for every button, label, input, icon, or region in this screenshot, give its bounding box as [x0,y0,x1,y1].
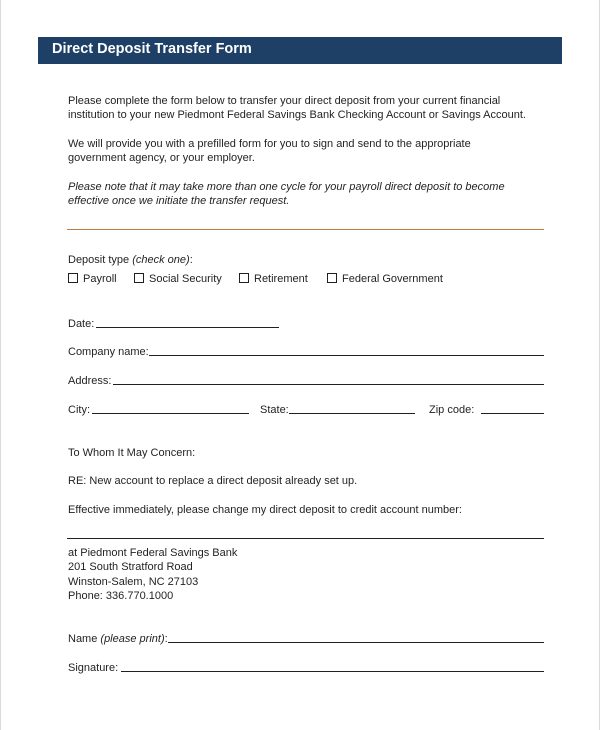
page-border-left [0,0,1,730]
company-label: Company name: [68,346,149,358]
state-field[interactable] [289,413,415,414]
signature-label: Signature: [68,662,119,674]
option-retirement-label: Retirement [254,273,308,285]
date-field[interactable] [96,327,279,328]
name-label-text: Name [68,633,98,645]
title-bar [38,37,562,64]
name-label-colon: : [164,633,168,645]
bank-phone: Phone: 336.770.1000 [68,590,174,602]
zip-label: Zip code: [429,404,475,416]
option-payroll-label: Payroll [83,273,117,285]
note-line-1: Please note that it may take more than one cycle for your payroll direct deposit to become [68,181,505,193]
company-name-field[interactable] [149,355,544,356]
name-field[interactable] [168,642,544,643]
intro-line-3: We will provide you with a prefilled form for you to sign and send to the appropriate [68,138,471,150]
note-line-2: effective once we initiate the transfer request. [68,195,290,207]
date-label: Date: [68,318,95,330]
checkbox-federal-government[interactable] [327,273,337,283]
deposit-type-colon: : [189,254,193,266]
address-label: Address: [68,375,112,387]
city-label: City: [68,404,90,416]
account-number-field[interactable] [67,538,544,539]
deposit-type-label [68,253,193,268]
zip-code-field[interactable] [481,413,544,414]
section-divider [67,229,544,230]
signature-field[interactable] [121,671,544,672]
option-social-security[interactable] [134,273,222,285]
option-retirement[interactable] [239,273,308,285]
option-federal-government[interactable] [327,273,443,285]
re-line: RE: New account to replace a direct deposit already set up. [68,475,358,487]
state-label: State: [260,404,289,416]
effective-line: Effective immediately, please change my direct deposit to credit account number: [68,504,462,516]
option-payroll[interactable] [68,273,117,285]
bank-city: Winston-Salem, NC 27103 [68,576,199,588]
checkbox-retirement[interactable] [239,273,249,283]
checkbox-social-security[interactable] [134,273,144,283]
salutation: To Whom It May Concern: [68,447,196,459]
intro-line-4: government agency, or your employer. [68,152,255,164]
address-field[interactable] [113,384,544,385]
option-social-security-label: Social Security [149,273,222,285]
deposit-type-text: Deposit type [68,254,130,266]
bank-street: 201 South Stratford Road [68,561,193,573]
intro-line-1: Please complete the form below to transfer your direct deposit from your current financial [68,95,501,107]
deposit-type-hint: (check one) [132,254,190,266]
checkbox-payroll[interactable] [68,273,78,283]
name-label-hint: (please print) [100,633,165,645]
intro-line-2: institution to your new Piedmont Federal Savings Bank Checking Account or Savings Account. [68,109,526,121]
name-label [68,632,168,647]
bank-name: at Piedmont Federal Savings Bank [68,547,238,559]
option-federal-government-label: Federal Government [342,273,443,285]
city-field[interactable] [92,413,249,414]
form-title: Direct Deposit Transfer Form [52,41,252,57]
